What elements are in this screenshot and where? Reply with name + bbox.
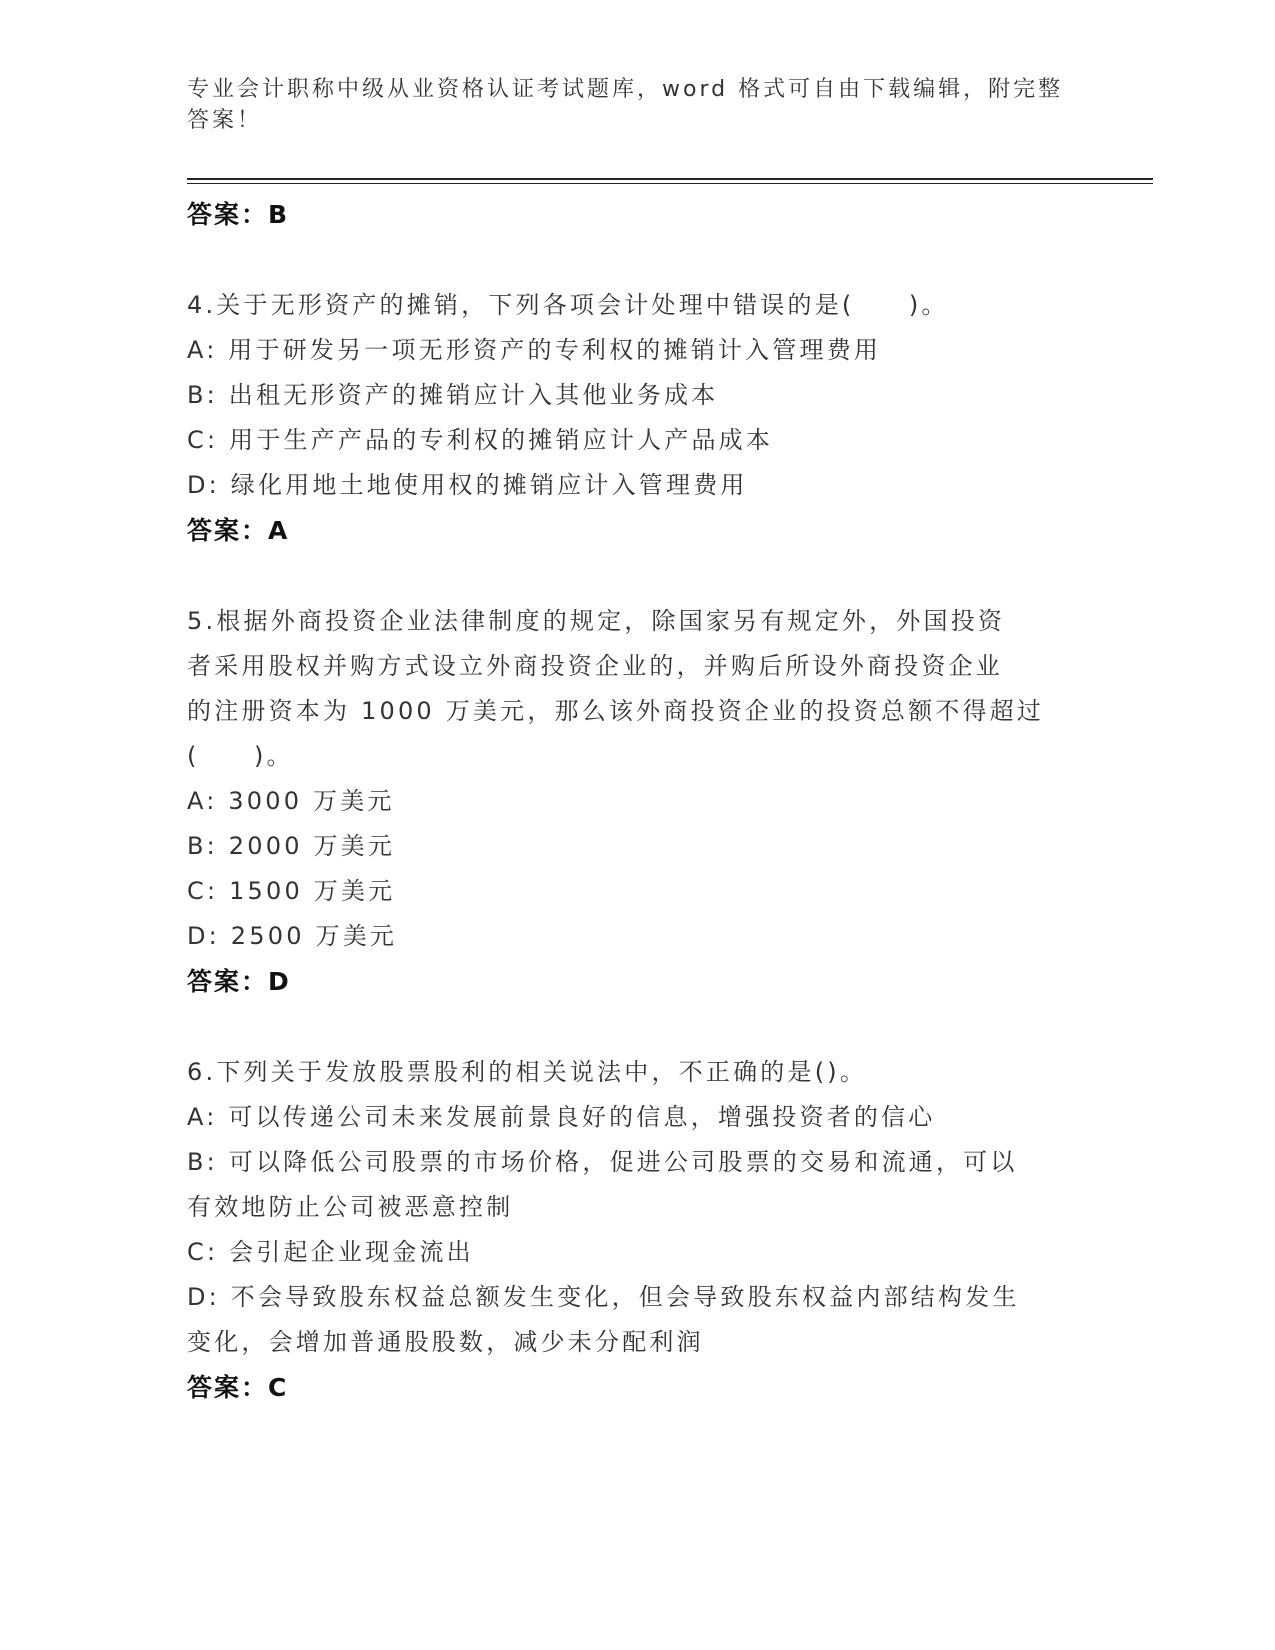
option-a: A: 用于研发另一项无形资产的专利权的摊销计入管理费用 bbox=[187, 336, 882, 364]
question-stem: 5.根据外商投资企业法律制度的规定，除国家另有规定外，外国投资 bbox=[187, 607, 1006, 635]
option-a: A: 可以传递公司未来发展前景良好的信息，增强投资者的信心 bbox=[187, 1103, 936, 1131]
question-item bbox=[187, 1050, 1077, 1410]
option-c: C: 1500 万美元 bbox=[187, 877, 396, 905]
question-stem: 6.下列关于发放股票股利的相关说法中，不正确的是()。 bbox=[187, 1058, 868, 1086]
option-d-continued: 变化，会增加普通股股数，减少未分配利润 bbox=[187, 1328, 704, 1356]
answer-line: 答案：B bbox=[187, 200, 290, 229]
answer-line: 答案：A bbox=[187, 516, 290, 545]
document-header: 专业会计职称中级从业资格认证考试题库，word 格式可自由下载编辑，附完整答案！ bbox=[187, 77, 1064, 133]
question-item bbox=[187, 599, 1077, 1004]
question-stem: ( )。 bbox=[187, 742, 294, 770]
option-b: B: 出租无形资产的摊销应计入其他业务成本 bbox=[187, 381, 719, 409]
question-stem: 者采用股权并购方式设立外商投资企业的，并购后所设外商投资企业 bbox=[187, 652, 1003, 680]
question-list bbox=[187, 192, 1077, 1410]
option-c: C: 用于生产产品的专利权的摊销应计人产品成本 bbox=[187, 426, 774, 454]
option-d: D: 2500 万美元 bbox=[187, 922, 398, 950]
answer-line: 答案：C bbox=[187, 1373, 289, 1402]
option-b: B: 可以降低公司股票的市场价格，促进公司股票的交易和流通，可以 bbox=[187, 1148, 1018, 1176]
header-divider-thin bbox=[187, 183, 1153, 184]
question-item bbox=[187, 283, 1077, 553]
header-divider bbox=[187, 178, 1153, 180]
option-a: A: 3000 万美元 bbox=[187, 787, 395, 815]
answer-line: 答案：D bbox=[187, 967, 291, 996]
option-b-continued: 有效地防止公司被恶意控制 bbox=[187, 1193, 514, 1221]
question-stem: 4.关于无形资产的摊销，下列各项会计处理中错误的是( )。 bbox=[187, 291, 949, 319]
question-stem: 的注册资本为 1000 万美元，那么该外商投资企业的投资总额不得超过 bbox=[187, 697, 1045, 725]
option-d: D: 绿化用地土地使用权的摊销应计入管理费用 bbox=[187, 471, 748, 499]
option-c: C: 会引起企业现金流出 bbox=[187, 1238, 474, 1266]
option-b: B: 2000 万美元 bbox=[187, 832, 396, 860]
option-d: D: 不会导致股东权益总额发生变化，但会导致股东权益内部结构发生 bbox=[187, 1283, 1020, 1311]
